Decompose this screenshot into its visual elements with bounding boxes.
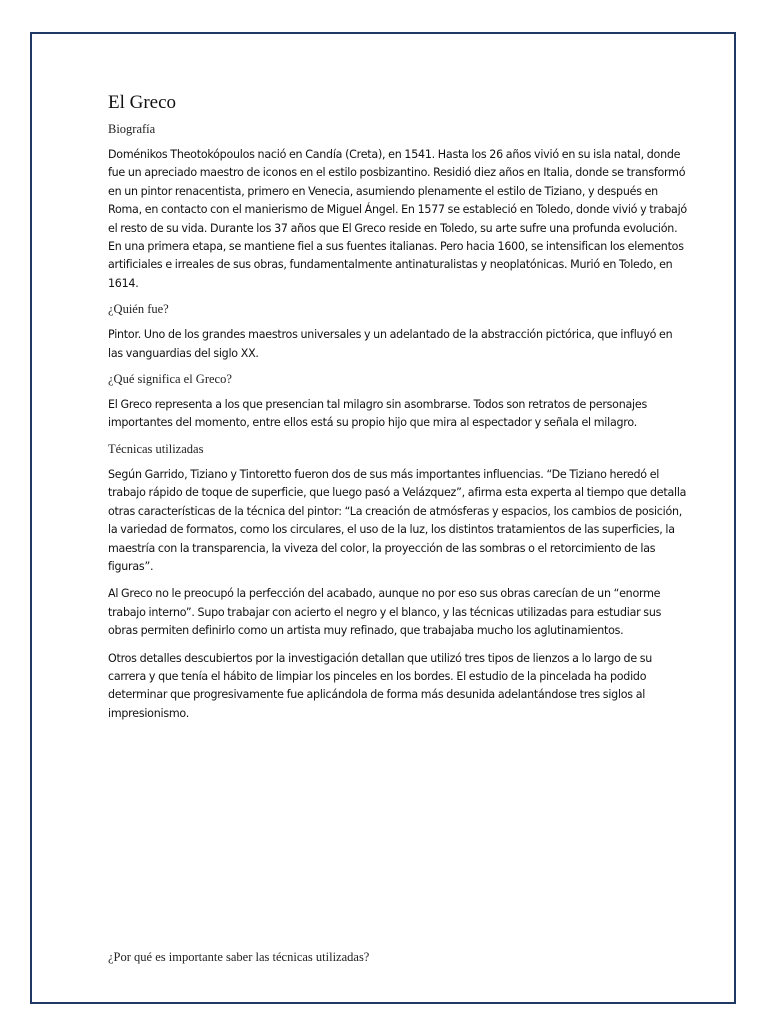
paragraph-tecnicas-3: Otros detalles descubiertos por la investigación detallan que utilizó tres tipos de lienzos a lo largo de su carrera y que tenía el hábito de limpiar los pinceles en los bordes. El estudio de la pincelada ha podido determinar que progresivamente fue aplicándola de forma más desunida adelantándose tres siglos al impresionismo. xyxy=(108,651,653,720)
paragraph-que-significa: El Greco representa a los que presencian tal milagro sin asombrarse. Todos son retratos de personajes importantes del momento, entre ellos está su propio hijo que mira al espectador y señala el milagro. xyxy=(108,398,647,430)
document-page xyxy=(30,32,736,1004)
section-heading-tecnicas: Técnicas utilizadas xyxy=(108,441,204,456)
document-title: El Greco xyxy=(108,92,177,113)
section-heading-que-significa: ¿Qué significa el Greco? xyxy=(108,372,232,387)
paragraph-quien-fue: Pintor. Uno de los grandes maestros universales y un adelantado de la abstracción pictórica, que influyó en las vanguardias del siglo XX. xyxy=(108,328,673,360)
paragraph-tecnicas-1: Según Garrido, Tiziano y Tintoretto fueron dos de sus más importantes influencias. “De Tiziano heredó el trabajo rápido de toque de superficie, que luego pasó a Velázquez”, afirma esta experta al tiempo que detalla otras características de la técnica del pintor: “La creación de atmósferas y espacios, los cambios de posición, la variedad de formatos, como los circulares, el uso de la luz, los distintos tratamientos de las superficies, la maestría con la transparencia, la viveza del color, la proyección de las sombras o el retorcimiento de las figuras”. xyxy=(108,467,687,573)
document-content xyxy=(108,92,688,732)
section-heading-biografia: Biografía xyxy=(108,122,156,136)
paragraph-tecnicas-2: Al Greco no le preocupó la perfección del acabado, aunque no por eso sus obras carecían de un “enorme trabajo interno”. Supo trabajar con acierto el negro y el blanco, y las técnicas utilizadas para estudiar sus obras permiten definirlo como un artista muy refinado, que trabajaba mucho los aglutinamientos. xyxy=(108,587,662,638)
closing-question: ¿Por qué es importante saber las técnicas utilizadas? xyxy=(108,950,370,964)
paragraph-biografia: Doménikos Theotokópoulos nació en Candía (Creta), en 1541. Hasta los 26 años vivió en su isla natal, donde fue un apreciado maestro de iconos en el estilo posbizantino. Residió diez años en Italia, donde se transformó en un pintor renacentista, primero en Venecia, asumiendo plenamente el estilo de Tiziano, y después en Roma, en contacto con el manierismo de Miguel Ángel. En 1577 se estableció en Toledo, donde vivió y trabajó el resto de su vida. Durante los 37 años que El Greco reside en Toledo, su arte sufre una profunda evolución. En una primera etapa, se mantiene fiel a sus fuentes italianas. Pero hacia 1600, se intensifican los elementos artificiales e irreales de sus obras, fundamentalmente antinaturalistas y neoplatónicas. Murió en Toledo, en 1614. xyxy=(108,148,687,290)
section-heading-quien-fue: ¿Quién fue? xyxy=(108,302,169,317)
